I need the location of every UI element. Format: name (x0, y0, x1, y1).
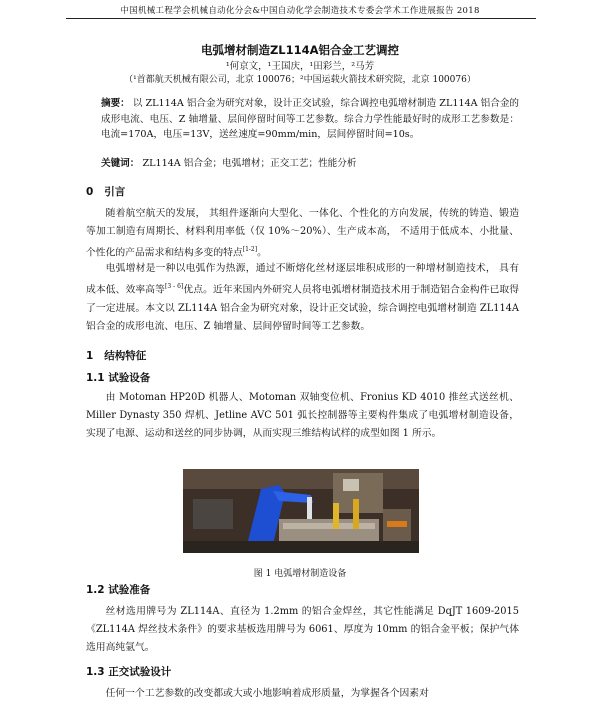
figure-1-caption: 图 1 电弧增材制造设备 (253, 569, 347, 579)
section-1-3-heading: 1.3 正交试验设计 (86, 666, 172, 678)
abstract-label: 摘要： (101, 98, 130, 109)
keywords (101, 156, 519, 172)
abstract-text: 以 ZL114A 铝合金为研究对象，设计正交试验，综合调控电弧增材制造 ZL114A 铝合金的成形电流、电压、Z 轴增量、层间停留时间等工艺参数。综合力学性能最好时的成形工艺参数是：电流=170A，电压=13V，送丝速度=90mm/min，层间停留时间=10s。 (101, 98, 520, 140)
paper-title: 电弧增材制造ZL114A铝合金工艺调控 (200, 43, 400, 57)
keywords-label: 关键词： (101, 158, 140, 169)
equipment-paragraph: 由 Motoman HP20D 机器人、Motoman 双轴变位机、Fronius KD 4010 推丝式送丝机、Miller Dynasty 350 焊机、Jetline AVC 501 弧长控制器等主要构件集成了电弧增材制造设备，实现了电源、运动和送丝的同步协调，从而实现三维结构试样的成型如图 1 所示。 (86, 392, 519, 440)
welding-equipment-illustration (183, 469, 419, 553)
abstract (101, 96, 519, 143)
affiliations: （¹首都航天机械有限公司，北京 100076；²中国运载火箭技术研究院，北京 100076） (124, 75, 476, 85)
citation: [3 - 6] (165, 283, 184, 291)
intro-paragraph-2: 电弧增材是一种以电弧作为热源，通过不断熔化丝材逐层堆积成形的一种增材制造技术， 具有成本低、效率高等[3 - 6]优点。近年来国内外研究人员将电弧增材制造技术用于制造铝合金构件已取得了一定进展。本文以 ZL114A 铝合金为研究对象，设计正交试验，综合调控电弧增材制造 ZL114A 铝合金的成形电流、电压、Z 轴增量、层间停留时间等工艺参数。 (86, 263, 520, 332)
figure-1-photo (183, 469, 419, 553)
citation: [1-2] (242, 246, 258, 254)
keywords-text: ZL114A 铝合金；电弧增材；正交工艺；性能分析 (142, 158, 357, 169)
section-1-heading: 1 结构特征 (86, 350, 147, 362)
section-0-heading: 0 引言 (86, 186, 126, 198)
author-list: ¹何京文，¹王国庆，¹田彩兰，²马芳 (225, 61, 375, 72)
running-header: 中国机械工程学会机械自动化分会&中国自动化学会制造技术专委会学术工作进展报告 2018 (120, 6, 480, 16)
section-1-2-heading: 1.2 试验准备 (86, 584, 151, 596)
intro-paragraph-1: 随着航空航天的发展， 其组件逐渐向大型化、一体化、个性化的方向发展，传统的铸造、锻造等加工制造有周期长、材料利用率低（仅 10%～20%）、生产成本高， 不适用于低成本、小批量、个性化的产品需求和结构多变的特点[1-2]。 (86, 208, 519, 259)
header-rule (66, 18, 536, 19)
design-paragraph: 任何一个工艺参数的改变都或大或小地影响着成形质量，为掌握各个因素对 (105, 688, 429, 699)
section-1-1-heading: 1.1 试验设备 (86, 372, 151, 384)
preparation-paragraph: 丝材选用牌号为 ZL114A、直径为 1.2mm 的铝合金焊丝，其它性能满足 DqJT 1609-2015《ZL114A 焊丝技术条件》的要求基板选用牌号为 6061、厚度为 10mm 的铝合金平板；保护气体选用高纯氩气。 (86, 606, 519, 654)
